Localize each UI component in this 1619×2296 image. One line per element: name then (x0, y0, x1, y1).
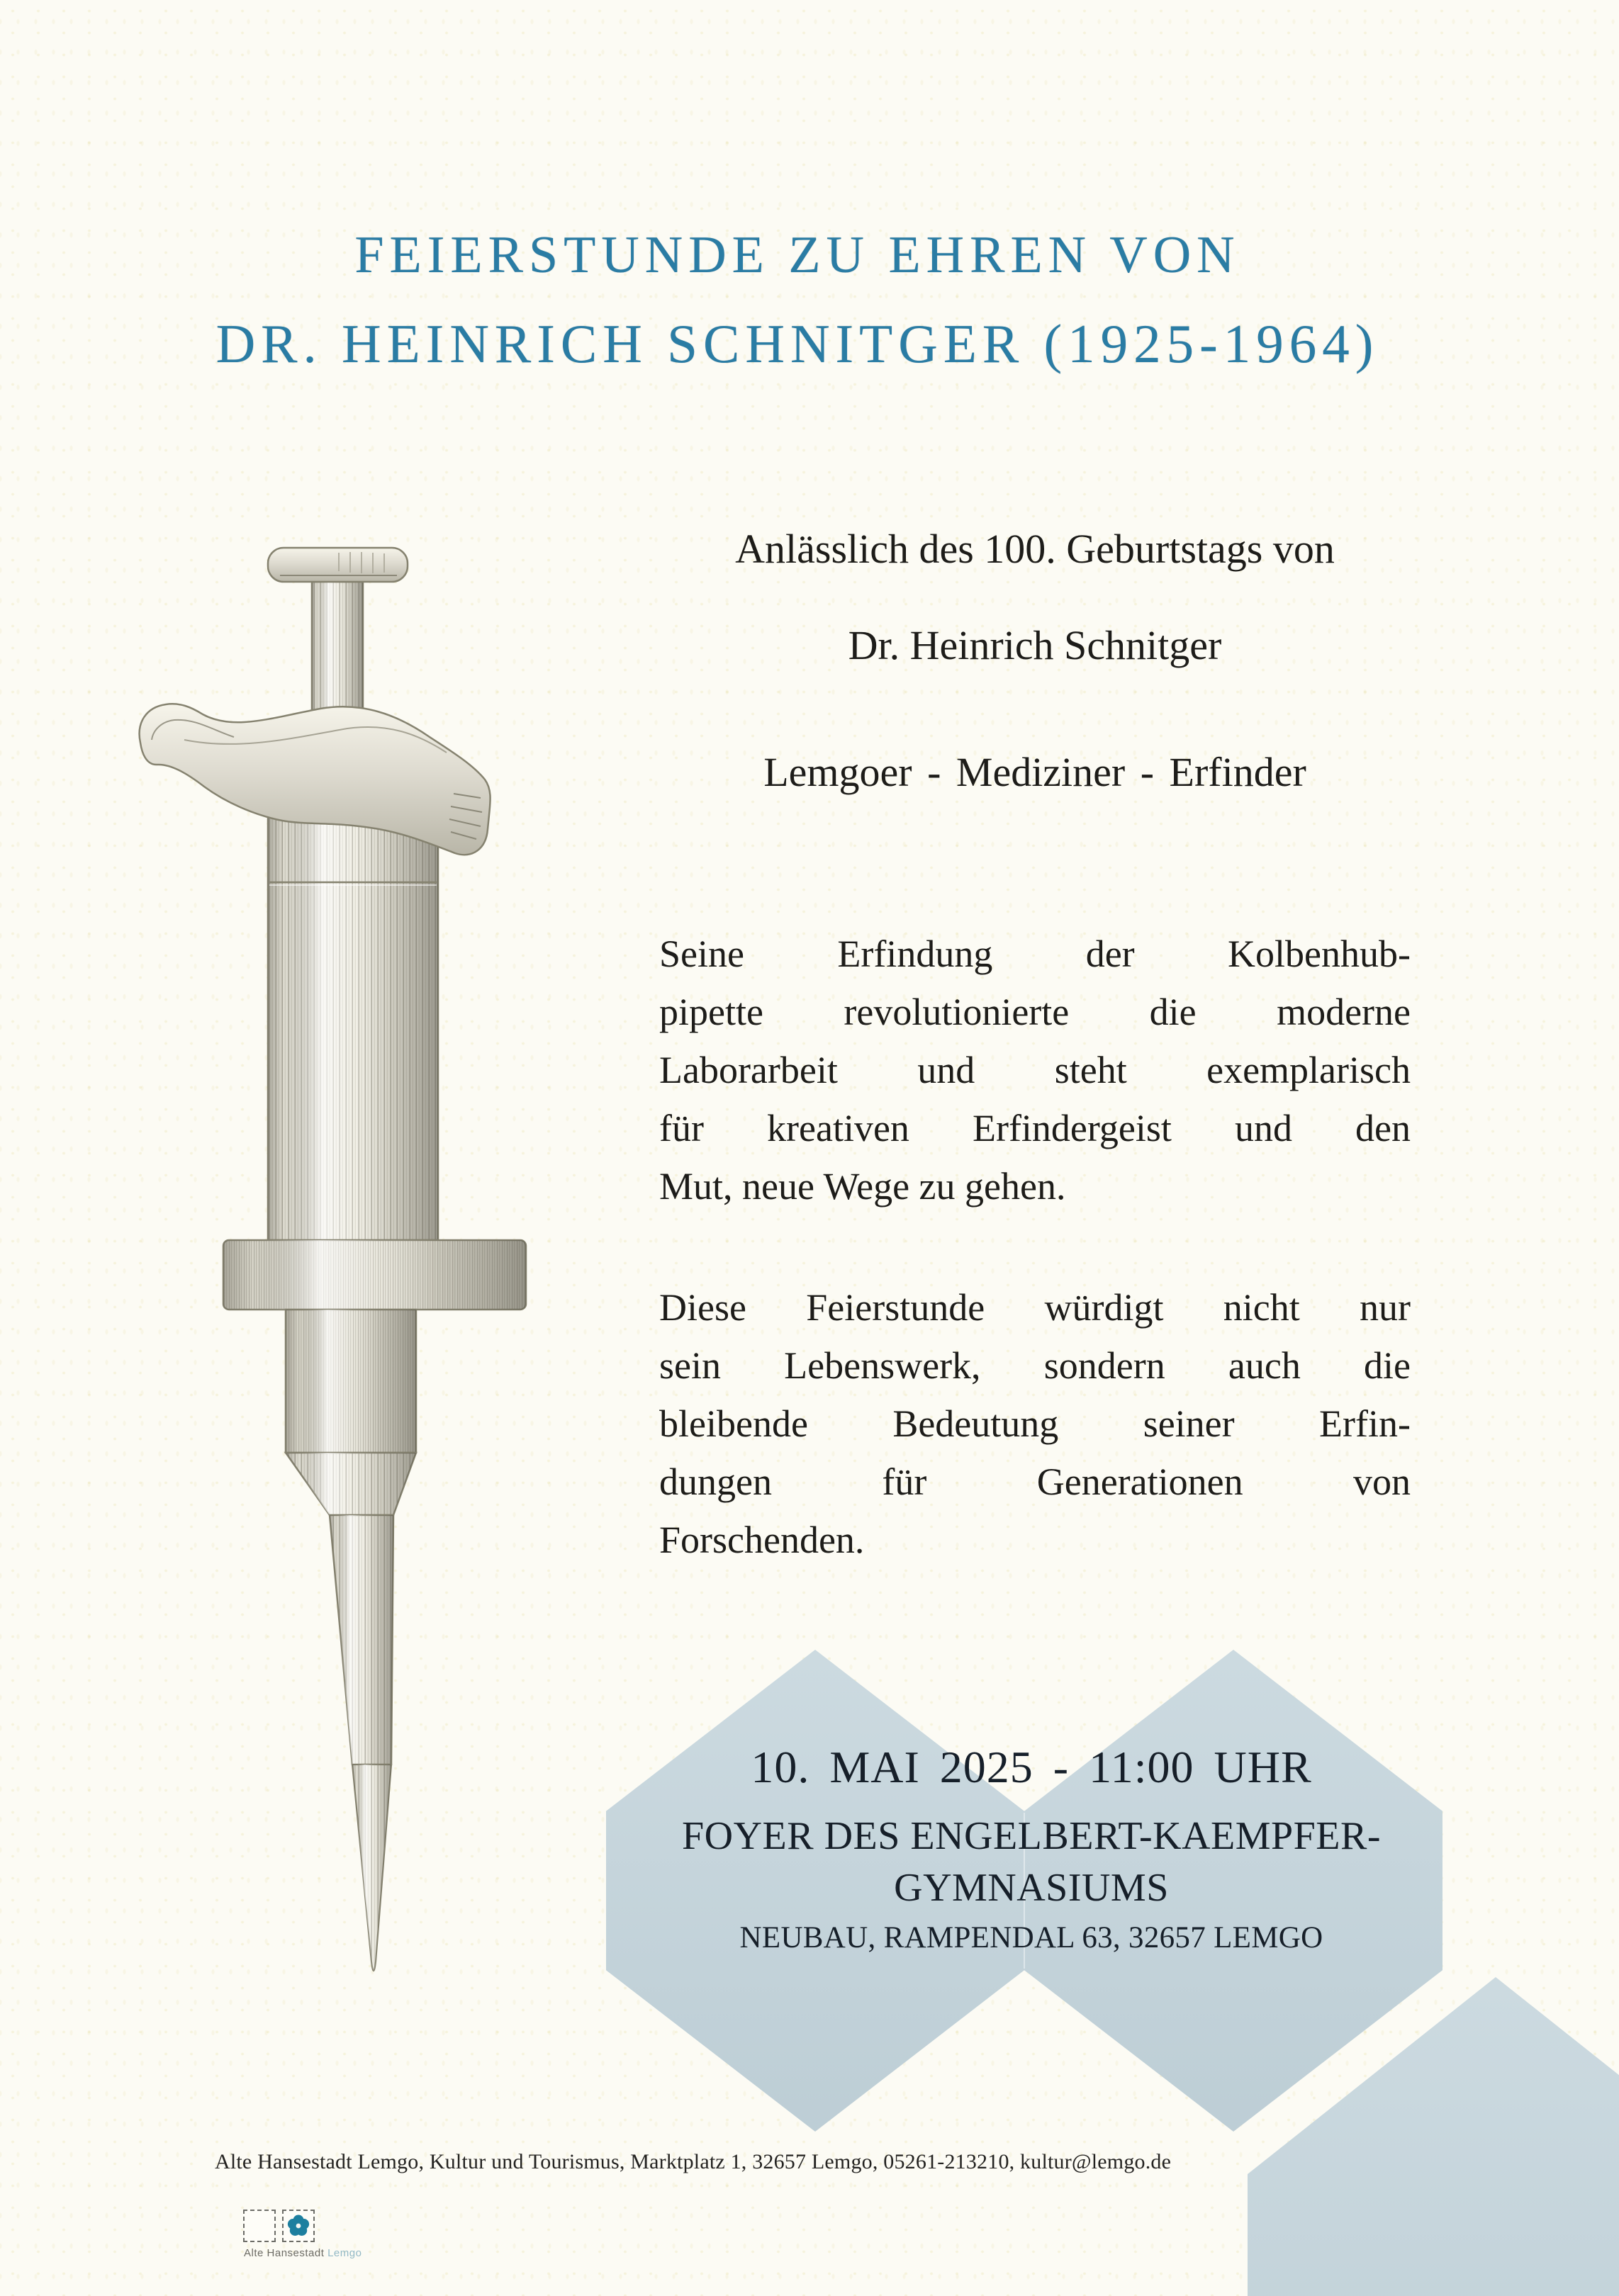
logo-caption-city: Lemgo (327, 2247, 362, 2259)
intro-name: Dr. Heinrich Schnitger (848, 622, 1222, 668)
pipette-plunger-stem (312, 582, 363, 724)
intro-occasion: Anlässlich des 100. Geburtstags von (735, 526, 1335, 572)
pipette-funnel (286, 1453, 416, 1515)
intro-roles: Lemgoer - Mediziner - Erfinder (763, 749, 1306, 795)
paragraph-line: für kreativen Erfindergeist und den (659, 1107, 1411, 1149)
pipette-nozzle-ring (286, 1310, 416, 1453)
lippische-rose-icon (286, 2214, 310, 2238)
event-address: NEUBAU, RAMPENDAL 63, 32657 LEMGO (739, 1921, 1323, 1954)
paragraph-tribute (659, 1278, 1411, 1569)
logo-box-rose (282, 2210, 315, 2242)
paragraph-line: bleibende Bedeutung seiner Erfin- (659, 1402, 1411, 1445)
poster-title-line-1: FEIERSTUNDE ZU EHREN VON (354, 226, 1240, 284)
paragraph-line: Mut, neue Wege zu gehen. (659, 1165, 1066, 1208)
event-venue-line-1: FOYER DES ENGELBERT-KAEMPFER- (681, 1814, 1382, 1858)
pipette-cap (268, 548, 408, 582)
pipette-tip (352, 1765, 391, 1971)
paragraph-line: Forschenden. (659, 1519, 865, 1561)
event-venue-line-2: GYMNASIUMS (894, 1866, 1169, 1910)
poster-title-line-2: DR. HEINRICH SCHNITGER (1925-1964) (215, 313, 1379, 374)
pipette-drum (223, 1240, 526, 1310)
event-datetime: 10. MAI 2025 - 11:00 UHR (751, 1742, 1312, 1792)
paragraph-invention (659, 925, 1411, 1215)
footer-contact-line: Alte Hansestadt Lemgo, Kultur und Tourismus, Marktplatz 1, 32657 Lemgo, 05261-213210, kultur@lemgo.de (215, 2150, 1172, 2173)
lemgo-logo (243, 2210, 399, 2266)
pipette-shaft (330, 1515, 393, 1765)
pipette-illustration (99, 531, 539, 1991)
paragraph-line: Seine Erfindung der Kolbenhub- (659, 933, 1411, 975)
paragraph-line: Diese Feierstunde würdigt nicht nur (659, 1286, 1411, 1329)
paragraph-line: Laborarbeit und steht exemplarisch (659, 1049, 1411, 1091)
paragraph-line: pipette revolutionierte die moderne (659, 991, 1411, 1033)
logo-caption (244, 2247, 362, 2259)
paragraph-line: dungen für Generationen von (659, 1461, 1411, 1503)
logo-caption-prefix: Alte Hansestadt (244, 2247, 325, 2259)
logo-box-empty (243, 2210, 276, 2242)
paragraph-line: sein Lebenswerk, sondern auch die (659, 1344, 1411, 1387)
